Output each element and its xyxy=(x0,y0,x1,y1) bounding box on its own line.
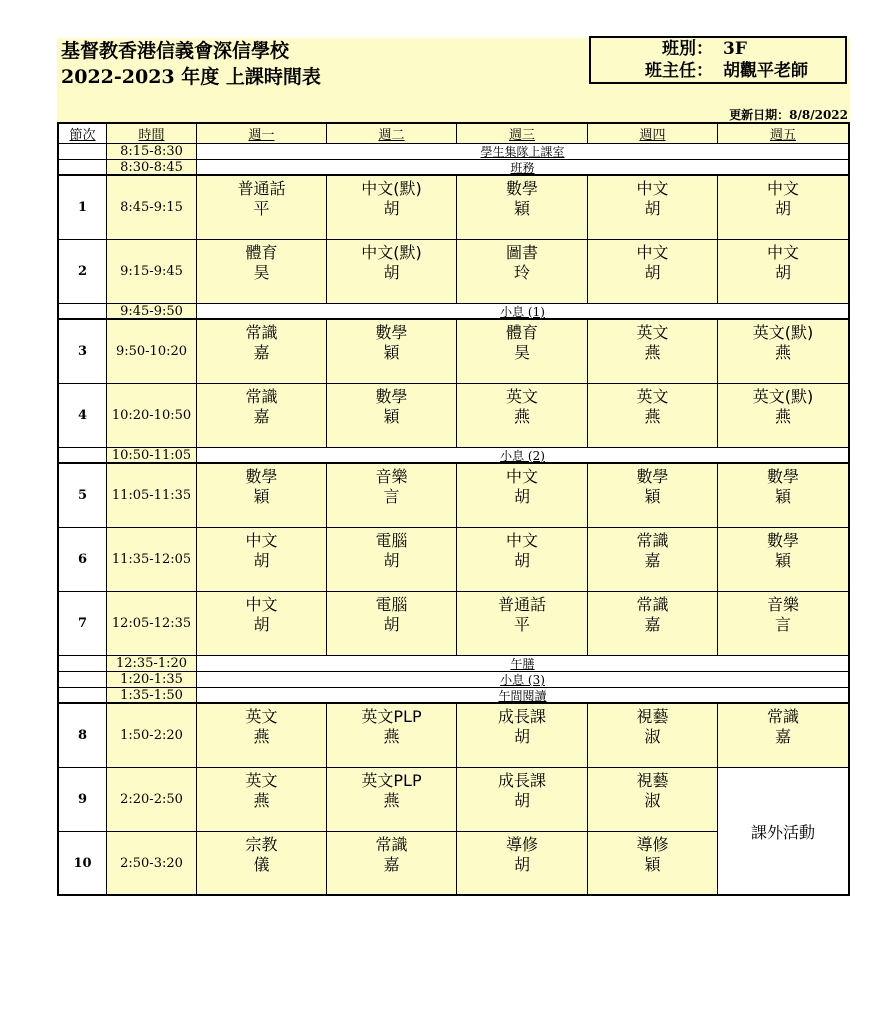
lesson-cell xyxy=(718,384,850,448)
teacher-name: 胡 xyxy=(513,791,530,810)
break-label: 小息 (2) xyxy=(500,448,545,463)
subject-name: 英文 xyxy=(505,387,538,406)
lesson-cell xyxy=(197,592,327,656)
time-cell: 1:50-2:20 xyxy=(107,704,197,768)
subject-name: 數學 xyxy=(245,467,278,486)
teacher-name: 嘉 xyxy=(253,343,270,362)
column-header-5 xyxy=(457,122,588,144)
subject-name: 視藝 xyxy=(636,771,669,790)
subject-name: 常識 xyxy=(245,323,278,342)
subject-name: 英文 xyxy=(245,771,278,790)
break-label: 小息 (3) xyxy=(500,673,545,687)
teacher-name: 胡 xyxy=(513,855,530,874)
subject-name: 數學 xyxy=(766,467,799,486)
teacher-name: 胡 xyxy=(513,727,530,746)
period-cell xyxy=(57,304,107,320)
teacher-name: 胡 xyxy=(774,263,791,282)
subject-name: 圖書 xyxy=(505,243,538,262)
subject-name: 中文(默) xyxy=(361,243,422,262)
extra-curricular-label: 課外活動 xyxy=(750,822,815,842)
lesson-cell xyxy=(327,176,457,240)
teacher-name: 胡 xyxy=(644,199,661,218)
lesson-cell xyxy=(457,240,588,304)
lesson-cell xyxy=(327,528,457,592)
lesson-row xyxy=(57,704,850,768)
subject-name: 普通話 xyxy=(237,179,286,198)
time-cell: 10:20-10:50 xyxy=(107,384,197,448)
period-cell xyxy=(57,656,107,672)
subject-name: 英文 xyxy=(636,387,669,406)
lesson-cell xyxy=(588,176,718,240)
subject-name: 中文 xyxy=(636,179,669,198)
break-cell xyxy=(197,688,850,704)
teacher-name: 淑 xyxy=(644,727,661,746)
lesson-cell xyxy=(457,832,588,896)
lesson-cell xyxy=(197,832,327,896)
lesson-cell xyxy=(718,464,850,528)
teacher-name: 胡 xyxy=(383,199,400,218)
teacher-name: 嘉 xyxy=(644,551,661,570)
period-cell: 8 xyxy=(57,704,107,768)
teacher-name: 嘉 xyxy=(383,855,400,874)
lesson-cell xyxy=(327,464,457,528)
teacher-value: 胡觀平老師 xyxy=(723,61,808,81)
subject-name: 常識 xyxy=(375,835,408,854)
lesson-cell xyxy=(327,768,457,832)
subject-name: 中文 xyxy=(636,243,669,262)
lesson-cell xyxy=(197,320,327,384)
lesson-cell xyxy=(197,240,327,304)
time-cell: 8:30-8:45 xyxy=(107,160,197,176)
period-cell xyxy=(57,688,107,704)
teacher-name: 嘉 xyxy=(774,727,791,746)
lesson-cell xyxy=(588,832,718,896)
time-cell: 9:15-9:45 xyxy=(107,240,197,304)
teacher-name: 穎 xyxy=(383,407,400,426)
school-name: 基督教香港信義會深信學校 xyxy=(61,40,290,62)
span-row xyxy=(57,672,850,688)
column-header-7 xyxy=(718,122,850,144)
column-header-3 xyxy=(197,122,327,144)
class-value: 3F xyxy=(723,39,747,59)
subject-name: 常識 xyxy=(245,387,278,406)
time-cell: 2:20-2:50 xyxy=(107,768,197,832)
teacher-name: 胡 xyxy=(383,551,400,570)
lesson-cell xyxy=(588,528,718,592)
lesson-cell xyxy=(327,320,457,384)
period-cell: 6 xyxy=(57,528,107,592)
teacher-name: 儀 xyxy=(253,855,270,874)
subject-name: 數學 xyxy=(375,387,408,406)
teacher-name: 胡 xyxy=(774,199,791,218)
subject-name: 數學 xyxy=(636,467,669,486)
subject-name: 中文 xyxy=(245,531,278,550)
table-bottom-border xyxy=(57,894,850,896)
teacher-name: 淑 xyxy=(644,791,661,810)
break-cell xyxy=(197,448,850,464)
teacher-name: 胡 xyxy=(644,263,661,282)
subject-name: 中文 xyxy=(505,531,538,550)
timetable-title: 2022-2023 年度 上課時間表 xyxy=(61,66,321,88)
teacher-name: 穎 xyxy=(644,855,661,874)
lesson-cell xyxy=(588,384,718,448)
teacher-name: 穎 xyxy=(774,551,791,570)
lesson-row xyxy=(57,528,850,592)
lesson-cell xyxy=(327,240,457,304)
span-row xyxy=(57,656,850,672)
column-header-1 xyxy=(57,122,107,144)
teacher-name: 玲 xyxy=(513,263,530,282)
lesson-cell xyxy=(197,176,327,240)
teacher-name: 穎 xyxy=(513,199,530,218)
time-cell: 12:35-1:20 xyxy=(107,656,197,672)
time-cell: 2:50-3:20 xyxy=(107,832,197,896)
lesson-cell xyxy=(197,384,327,448)
lesson-cell xyxy=(718,704,850,768)
span-row xyxy=(57,448,850,464)
subject-name: 英文PLP xyxy=(361,771,422,790)
subject-name: 英文(默) xyxy=(752,323,814,342)
subject-name: 導修 xyxy=(636,835,669,854)
time-cell: 8:15-8:30 xyxy=(107,144,197,160)
break-label: 午膳 xyxy=(510,657,535,671)
subject-name: 體育 xyxy=(245,243,278,262)
lesson-cell xyxy=(718,176,850,240)
teacher-name: 嘉 xyxy=(644,615,661,634)
column-header-2 xyxy=(107,122,197,144)
teacher-name: 平 xyxy=(513,615,530,634)
lesson-cell xyxy=(457,528,588,592)
lesson-cell xyxy=(457,592,588,656)
lesson-cell xyxy=(327,832,457,896)
lesson-row xyxy=(57,176,850,240)
span-row xyxy=(57,688,850,704)
lesson-cell xyxy=(197,464,327,528)
period-cell: 2 xyxy=(57,240,107,304)
break-label: 班務 xyxy=(510,160,535,175)
period-cell: 4 xyxy=(57,384,107,448)
period-cell: 10 xyxy=(57,832,107,896)
subject-name: 中文(默) xyxy=(361,179,422,198)
subject-name: 英文 xyxy=(636,323,669,342)
subject-name: 中文 xyxy=(505,467,538,486)
lesson-cell xyxy=(588,704,718,768)
lesson-cell xyxy=(718,528,850,592)
break-label: 午間閱讀 xyxy=(498,688,547,703)
subject-name: 英文(默) xyxy=(752,387,814,406)
lesson-cell xyxy=(457,768,588,832)
time-cell: 10:50-11:05 xyxy=(107,448,197,464)
subject-name: 宗教 xyxy=(245,835,278,854)
teacher-name: 胡 xyxy=(383,263,400,282)
subject-name: 成長課 xyxy=(497,707,546,726)
teacher-name: 燕 xyxy=(644,407,661,426)
period-cell xyxy=(57,160,107,176)
subject-name: 數學 xyxy=(375,323,408,342)
subject-name: 視藝 xyxy=(636,707,669,726)
teacher-name: 燕 xyxy=(383,791,400,810)
subject-name: 電腦 xyxy=(375,595,408,614)
lesson-cell xyxy=(588,320,718,384)
lesson-cell xyxy=(197,528,327,592)
lesson-cell xyxy=(718,592,850,656)
subject-name: 導修 xyxy=(505,835,538,854)
teacher-name: 胡 xyxy=(253,551,270,570)
period-cell: 1 xyxy=(57,176,107,240)
teacher-name: 燕 xyxy=(383,727,400,746)
teacher-name: 言 xyxy=(383,487,400,506)
period-cell: 7 xyxy=(57,592,107,656)
school-block xyxy=(61,38,321,88)
teacher-name: 穎 xyxy=(253,487,270,506)
teacher-name: 穎 xyxy=(774,487,791,506)
column-header-label: 週四 xyxy=(639,128,666,143)
subject-name: 普通話 xyxy=(497,595,546,614)
lesson-cell xyxy=(327,384,457,448)
lesson-cell xyxy=(588,592,718,656)
lesson-cell xyxy=(327,704,457,768)
column-header-label: 週二 xyxy=(378,128,405,143)
lesson-cell xyxy=(457,384,588,448)
span-row xyxy=(57,144,850,160)
subject-name: 音樂 xyxy=(375,467,408,486)
time-cell: 11:35-12:05 xyxy=(107,528,197,592)
subject-name: 常識 xyxy=(636,531,669,550)
lesson-cell xyxy=(588,464,718,528)
subject-name: 常識 xyxy=(636,595,669,614)
subject-name: 英文PLP xyxy=(361,707,422,726)
teacher-name: 燕 xyxy=(774,407,791,426)
time-cell: 8:45-9:15 xyxy=(107,176,197,240)
break-cell xyxy=(197,304,850,320)
teacher-name: 昊 xyxy=(253,263,270,282)
subject-name: 常識 xyxy=(766,707,799,726)
lesson-row xyxy=(57,464,850,528)
time-cell: 1:35-1:50 xyxy=(107,688,197,704)
lesson-cell xyxy=(197,768,327,832)
teacher-name: 燕 xyxy=(253,727,270,746)
lesson-row xyxy=(57,240,850,304)
teacher-name: 平 xyxy=(253,199,270,218)
period-cell: 3 xyxy=(57,320,107,384)
teacher-name: 穎 xyxy=(383,343,400,362)
extra-curricular-cell xyxy=(718,768,850,896)
teacher-name: 胡 xyxy=(513,487,530,506)
teacher-name: 燕 xyxy=(513,407,530,426)
teacher-name: 穎 xyxy=(644,487,661,506)
column-header-label: 時間 xyxy=(138,128,165,143)
teacher-name: 燕 xyxy=(253,791,270,810)
subject-name: 數學 xyxy=(766,531,799,550)
period-cell: 9 xyxy=(57,768,107,832)
teacher-name: 胡 xyxy=(513,551,530,570)
lesson-cell xyxy=(457,176,588,240)
lesson-cell xyxy=(588,768,718,832)
teacher-name: 燕 xyxy=(644,343,661,362)
teacher-name: 燕 xyxy=(774,343,791,362)
column-header-label: 週五 xyxy=(769,128,796,143)
column-header-4 xyxy=(327,122,457,144)
column-header-row xyxy=(57,122,850,144)
lesson-cell xyxy=(718,240,850,304)
span-row xyxy=(57,160,850,176)
subject-name: 電腦 xyxy=(375,531,408,550)
period-cell xyxy=(57,448,107,464)
span-row xyxy=(57,304,850,320)
period-cell: 5 xyxy=(57,464,107,528)
teacher-label: 班主任： xyxy=(645,61,713,81)
lesson-cell xyxy=(718,320,850,384)
lesson-row xyxy=(57,320,850,384)
teacher-name: 言 xyxy=(774,615,791,634)
break-label: 小息 (1) xyxy=(500,304,545,319)
lesson-cell xyxy=(197,704,327,768)
class-label: 班別： xyxy=(662,39,713,59)
column-header-label: 節次 xyxy=(69,128,96,143)
teacher-name: 昊 xyxy=(513,343,530,362)
subject-name: 成長課 xyxy=(497,771,546,790)
break-cell xyxy=(197,656,850,672)
break-label: 學生集隊上課室 xyxy=(480,145,565,159)
time-cell: 9:45-9:50 xyxy=(107,304,197,320)
timetable-header xyxy=(57,38,850,122)
teacher-name: 嘉 xyxy=(253,407,270,426)
time-cell: 1:20-1:35 xyxy=(107,672,197,688)
updated-date: 更新日期：8/8/2022 xyxy=(729,108,848,122)
period-cell xyxy=(57,672,107,688)
class-info-box xyxy=(589,36,847,84)
teacher-name: 胡 xyxy=(383,615,400,634)
subject-name: 音樂 xyxy=(766,595,799,614)
lesson-row xyxy=(57,384,850,448)
subject-name: 數學 xyxy=(505,179,538,198)
subject-name: 英文 xyxy=(245,707,278,726)
time-cell: 12:05-12:35 xyxy=(107,592,197,656)
period-cell xyxy=(57,144,107,160)
subject-name: 中文 xyxy=(245,595,278,614)
lesson-cell xyxy=(457,464,588,528)
lesson-cell xyxy=(588,240,718,304)
subject-name: 體育 xyxy=(505,323,538,342)
column-header-label: 週三 xyxy=(508,128,535,143)
break-cell xyxy=(197,160,850,176)
column-header-label: 週一 xyxy=(248,128,275,143)
lesson-row xyxy=(57,592,850,656)
lesson-cell xyxy=(457,704,588,768)
subject-name: 中文 xyxy=(766,179,799,198)
time-cell: 11:05-11:35 xyxy=(107,464,197,528)
subject-name: 中文 xyxy=(766,243,799,262)
teacher-name: 胡 xyxy=(253,615,270,634)
time-cell: 9:50-10:20 xyxy=(107,320,197,384)
column-header-6 xyxy=(588,122,718,144)
lesson-cell xyxy=(457,320,588,384)
lesson-cell xyxy=(327,592,457,656)
